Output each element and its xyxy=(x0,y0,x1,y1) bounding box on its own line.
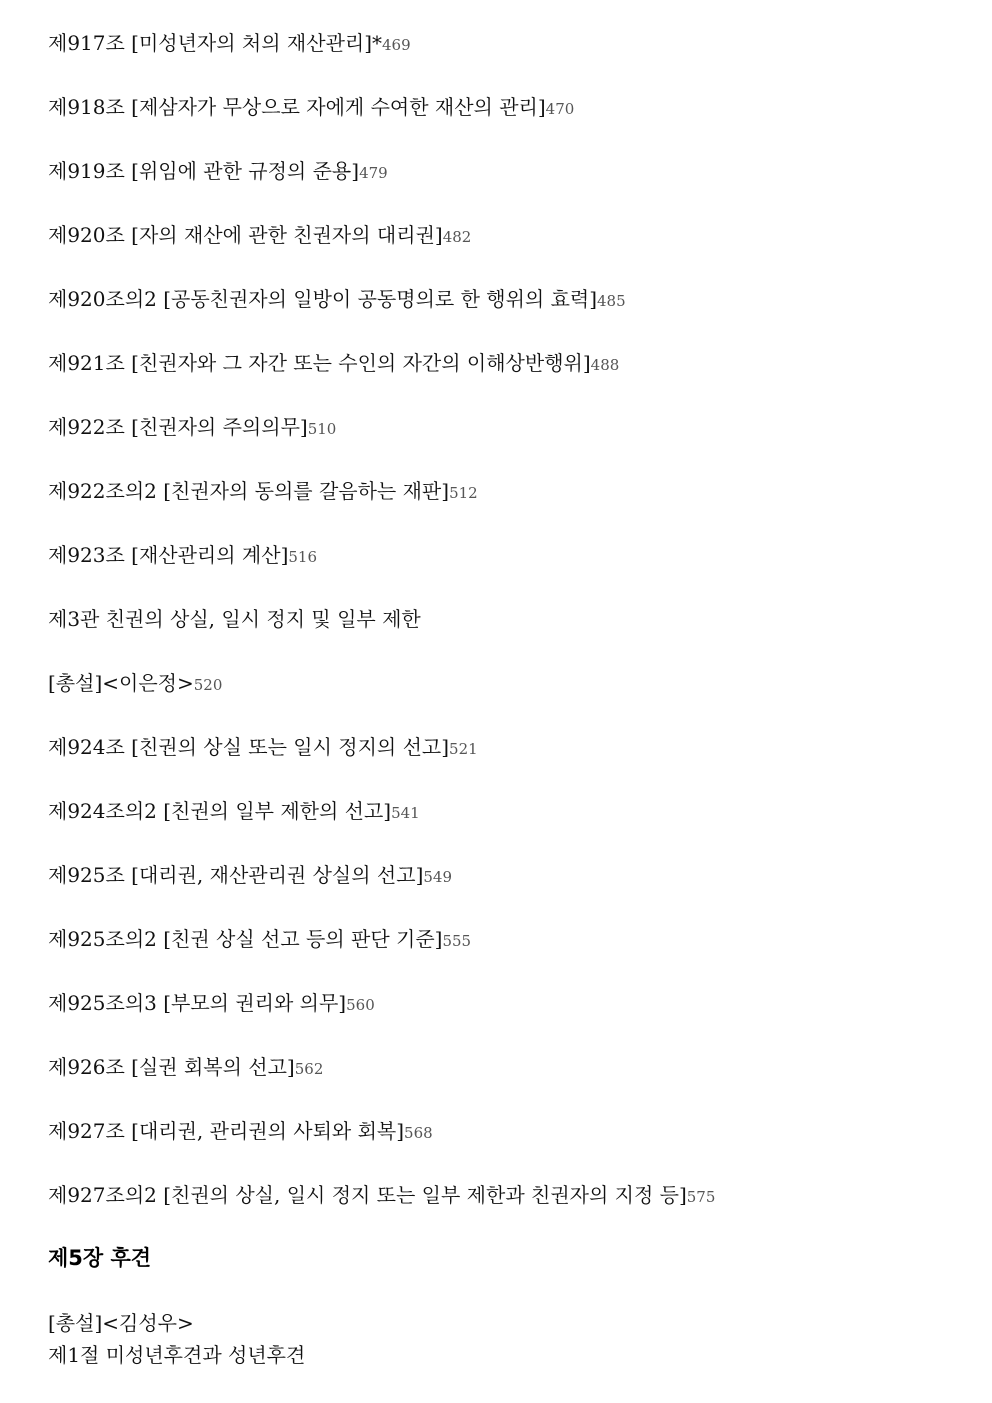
toc-entry-text: 제927조의2 [친권의 상실, 일시 정지 또는 일부 제한과 친권자의 지정 등] xyxy=(48,1183,687,1207)
toc-entry xyxy=(48,1310,194,1338)
toc-page-number: 575 xyxy=(686,1188,716,1206)
toc-page-number: 512 xyxy=(449,484,478,502)
toc-entry xyxy=(48,542,317,570)
toc-page-number: 521 xyxy=(449,740,478,758)
toc-page-number: 470 xyxy=(545,100,575,118)
toc-entry-text: [총설]<김성우> xyxy=(48,1311,194,1335)
toc-entry xyxy=(48,478,478,506)
toc-entry xyxy=(48,414,336,442)
toc-page-number: 479 xyxy=(359,164,388,182)
toc-entry xyxy=(48,158,388,186)
toc-entry-text: 제927조 [대리권, 관리권의 사퇴와 회복] xyxy=(48,1119,405,1143)
toc-entry-text: 제923조 [재산관리의 계산] xyxy=(48,543,289,567)
toc-page-number: 549 xyxy=(423,868,453,886)
toc-entry-text: [총설]<이은정> xyxy=(48,671,194,695)
toc-entry-text: 제925조의2 [친권 상실 선고 등의 판단 기준] xyxy=(48,927,443,951)
toc-page-number: 562 xyxy=(294,1060,324,1078)
toc-entry-text: 제924조 [친권의 상실 또는 일시 정지의 선고] xyxy=(48,735,450,759)
toc-page-number: 516 xyxy=(288,548,318,566)
toc-page-number: 560 xyxy=(346,996,375,1014)
toc-entry xyxy=(48,1118,433,1146)
toc-entry-text: 제920조 [자의 재산에 관한 친권자의 대리권] xyxy=(48,223,443,247)
section-heading-text: 제3관 친권의 상실, 일시 정지 및 일부 제한 xyxy=(48,607,421,631)
toc-page-number: 541 xyxy=(391,804,420,822)
toc-entry-text: 제922조 [친권자의 주의의무] xyxy=(48,415,308,439)
toc-entry xyxy=(48,350,619,378)
toc-page-number: 520 xyxy=(193,676,223,694)
toc-page-number: 469 xyxy=(382,36,411,54)
section-heading xyxy=(48,606,421,634)
toc-entry-text: 제917조 [미성년자의 처의 재산관리]* xyxy=(48,31,383,55)
toc-entry-text: 제926조 [실권 회복의 선고] xyxy=(48,1055,295,1079)
toc-entry xyxy=(48,94,574,122)
toc-page-number: 482 xyxy=(442,228,472,246)
toc-entry xyxy=(48,286,626,314)
toc-entry xyxy=(48,670,222,698)
section-heading xyxy=(48,1342,305,1370)
toc-entry-text: 제918조 [제삼자가 무상으로 자에게 수여한 재산의 관리] xyxy=(48,95,546,119)
toc-page-number: 485 xyxy=(597,292,626,310)
toc-entry xyxy=(48,862,452,890)
toc-entry-text: 제921조 [친권자와 그 자간 또는 수인의 자간의 이해상반행위] xyxy=(48,351,591,375)
toc-entry xyxy=(48,734,478,762)
toc-page-number: 555 xyxy=(442,932,472,950)
toc-entry-text: 제919조 [위임에 관한 규정의 준용] xyxy=(48,159,360,183)
toc-page-number: 510 xyxy=(307,420,337,438)
chapter-heading: 제5장 후견 xyxy=(48,1246,152,1270)
toc-entry xyxy=(48,30,411,58)
toc-entry-text: 제922조의2 [친권자의 동의를 갈음하는 재판] xyxy=(48,479,450,503)
section-heading-text: 제1절 미성년후견과 성년후견 xyxy=(48,1343,306,1367)
toc-entry-text: 제920조의2 [공동친권자의 일방이 공동명의로 한 행위의 효력] xyxy=(48,287,598,311)
toc-entry-text: 제925조의3 [부모의 권리와 의무] xyxy=(48,991,347,1015)
toc-page-number: 568 xyxy=(404,1124,433,1142)
toc-entry xyxy=(48,990,375,1018)
toc-entry xyxy=(48,222,471,250)
toc-entry xyxy=(48,1054,323,1082)
toc-entry-text: 제925조 [대리권, 재산관리권 상실의 선고] xyxy=(48,863,424,887)
toc-entry xyxy=(48,1182,715,1210)
toc-entry xyxy=(48,798,420,826)
toc-entry-text: 제924조의2 [친권의 일부 제한의 선고] xyxy=(48,799,392,823)
toc-entry xyxy=(48,926,471,954)
toc-page-number: 488 xyxy=(590,356,620,374)
